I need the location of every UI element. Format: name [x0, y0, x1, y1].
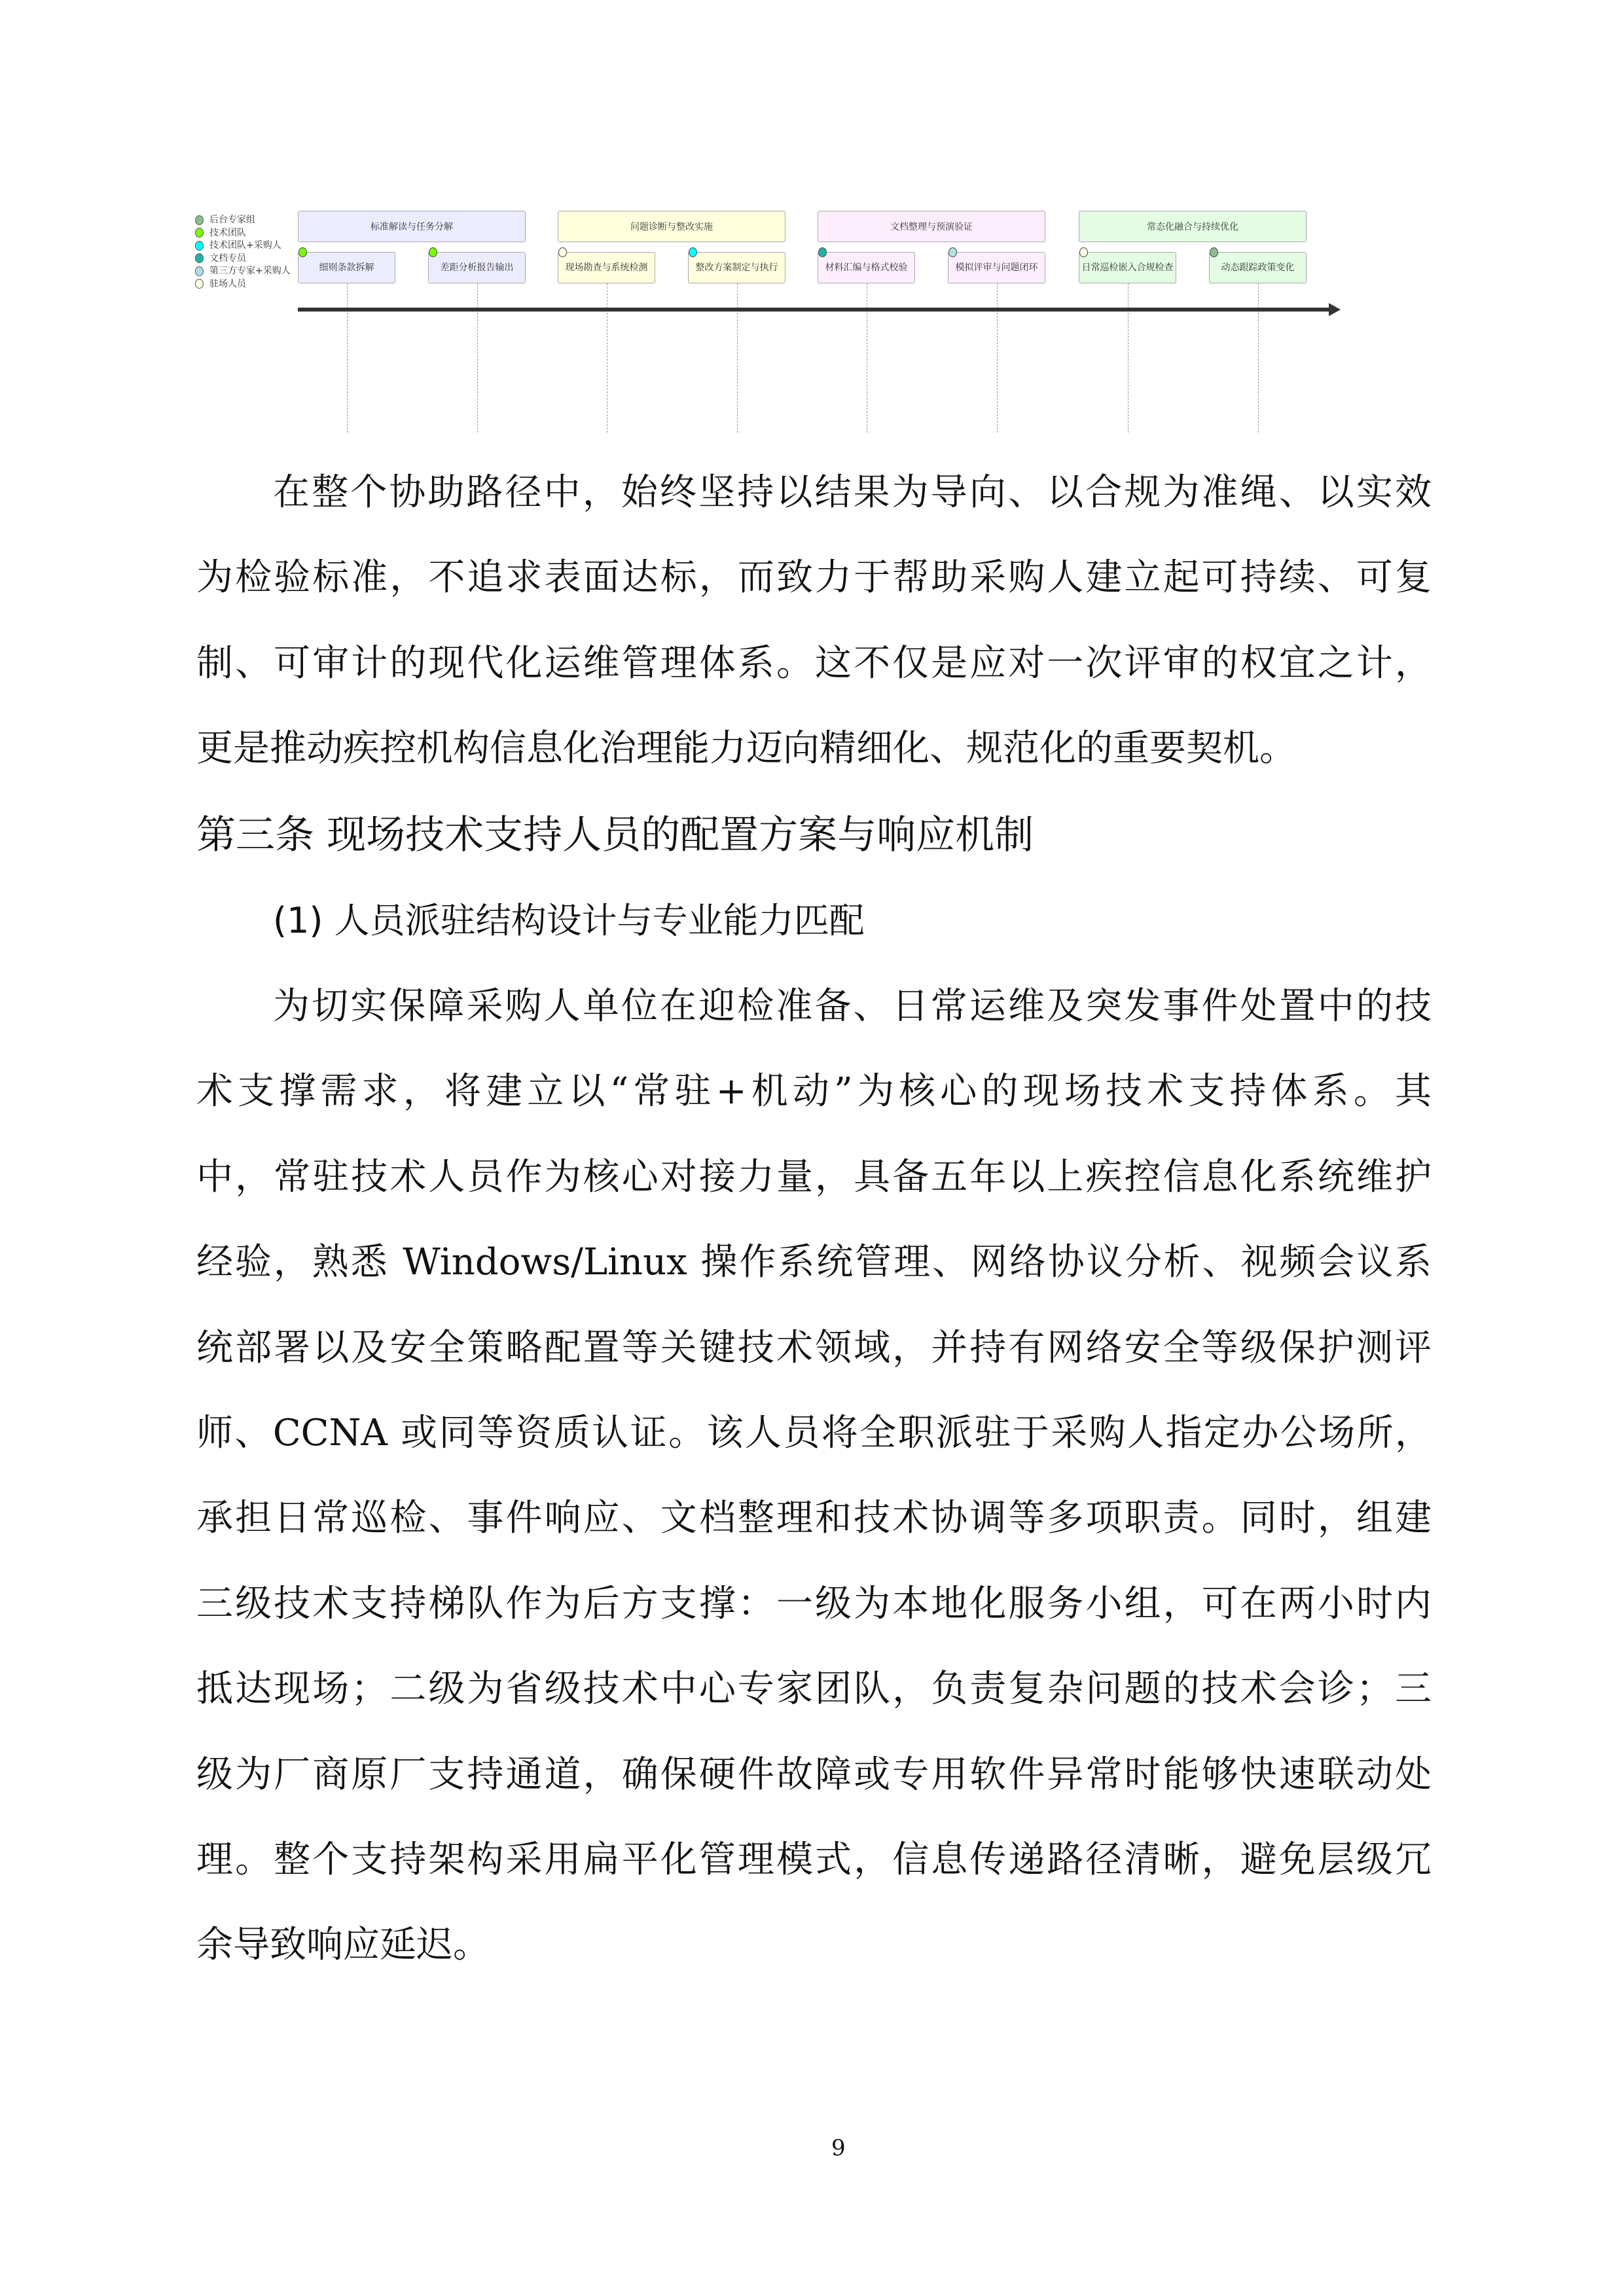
legend-item [195, 213, 255, 226]
dashed-connector [1258, 283, 1259, 433]
task-box: 材料汇编与格式校验 [818, 252, 915, 283]
legend-label: 文档专员 [209, 253, 246, 264]
legend-label: 技术团队+采购人 [209, 240, 281, 251]
dashed-connector [347, 283, 348, 433]
role-dot-icon [818, 247, 827, 257]
task-box: 模拟评审与问题闭环 [948, 252, 1045, 283]
legend-item [195, 239, 281, 252]
legend-dot-icon [195, 266, 204, 276]
subsection-heading: (1) 人员派驻结构设计与专业能力匹配 [273, 900, 865, 941]
dashed-connector [737, 283, 738, 433]
phase-box: 常态化融合与持续优化 [1079, 211, 1307, 242]
text-line: 师、CCNA 或同等资质认证。该人员将全职派驻于采购人指定办公场所， [196, 1412, 1432, 1454]
task-box: 日常巡检嵌入合规检查 [1079, 252, 1176, 283]
task-box: 整改方案制定与执行 [688, 252, 785, 283]
phase-box: 标准解读与任务分解 [298, 211, 526, 242]
role-dot-icon [689, 247, 697, 257]
task-box: 动态跟踪政策变化 [1209, 252, 1307, 283]
text-line: 级为厂商原厂支持通道，确保硬件故障或专用软件异常时能够快速联动处 [196, 1753, 1432, 1796]
phase-box: 文档整理与预演验证 [818, 211, 1045, 242]
timeline-axis [298, 308, 1332, 312]
dashed-connector [477, 283, 478, 433]
dashed-connector [997, 283, 998, 433]
legend-item [195, 226, 246, 240]
text-line: 统部署以及安全策略配置等关键技术领域，并持有网络安全等级保护测评 [196, 1326, 1432, 1369]
task-box: 差距分析报告输出 [428, 252, 526, 283]
text-line: 抵达现场；二级为省级技术中心专家团队，负责复杂问题的技术会诊；三 [196, 1668, 1432, 1711]
task-box: 细则条款拆解 [298, 252, 395, 283]
text-line: 术支撑需求，将建立以“常驻+机动”为核心的现场技术支持体系。其 [196, 1070, 1432, 1113]
role-dot-icon [1079, 247, 1088, 257]
role-dot-icon [298, 247, 307, 257]
text-line: 为检验标准，不追求表面达标，而致力于帮助采购人建立起可持续、可复 [196, 556, 1432, 600]
legend-label: 技术团队 [209, 227, 246, 238]
timeline-diagram [0, 0, 1624, 458]
role-dot-icon [1210, 247, 1218, 257]
role-dot-icon [558, 247, 567, 257]
text-line: 为切实保障采购人单位在迎检准备、日常运维及突发事件处置中的技 [273, 985, 1432, 1028]
text-line: 制、可审计的现代化运维管理体系。这不仅是应对一次评审的权宜之计， [196, 641, 1432, 685]
role-dot-icon [948, 247, 957, 257]
page-number: 9 [831, 2135, 846, 2161]
legend-item [195, 252, 246, 265]
text-line: 承担日常巡检、事件响应、文档整理和技术协调等多项职责。同时，组建 [196, 1497, 1432, 1540]
text-line: 余导致响应延迟。 [196, 1924, 490, 1967]
text-line: 在整个协助路径中，始终坚持以结果为导向、以合规为准绳、以实效 [273, 471, 1432, 514]
legend-label: 第三方专家+采购人 [209, 266, 291, 276]
legend-dot-icon [195, 279, 204, 289]
legend-dot-icon [195, 215, 204, 225]
legend-dot-icon [195, 253, 204, 263]
arrow-right-icon [1329, 303, 1341, 316]
text-line: 经验，熟悉 Windows/Linux 操作系统管理、网络协议分析、视频会议系 [196, 1241, 1432, 1284]
legend-dot-icon [195, 241, 204, 251]
task-box: 现场勘查与系统检测 [558, 252, 655, 283]
legend-label: 驻场人员 [209, 278, 246, 289]
role-dot-icon [429, 247, 437, 257]
section-heading: 第三条 现场技术支持人员的配置方案与响应机制 [196, 812, 1034, 858]
legend-label: 后台专家组 [209, 215, 255, 225]
text-line: 中，常驻技术人员作为核心对接力量，具备五年以上疾控信息化系统维护 [196, 1155, 1432, 1198]
phase-box: 问题诊断与整改实施 [558, 211, 785, 242]
text-line: 三级技术支持梯队作为后方支撑：一级为本地化服务小组，可在两小时内 [196, 1582, 1432, 1625]
text-line: 更是推动疾控机构信息化治理能力迈向精细化、规范化的重要契机。 [196, 727, 1296, 770]
legend-dot-icon [195, 228, 204, 238]
legend-item [195, 264, 291, 278]
text-line: 理。整个支持架构采用扁平化管理模式，信息传递路径清晰，避免层级冗 [196, 1839, 1432, 1881]
legend-item [195, 278, 246, 291]
